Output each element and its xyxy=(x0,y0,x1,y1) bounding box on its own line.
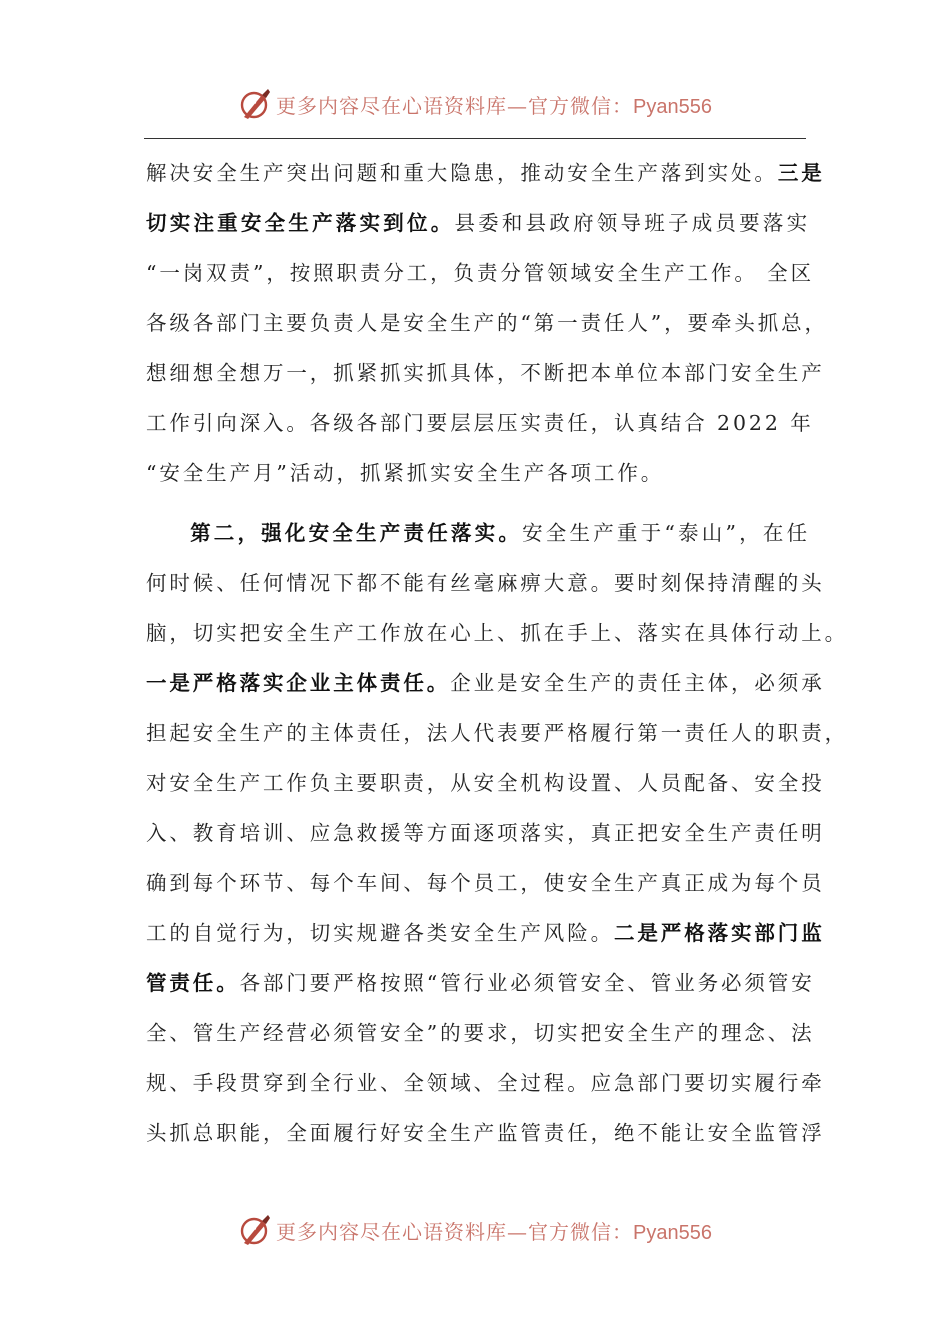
text-line: 规、手段贯穿到全行业、全领域、全过程。应急部门要切实履行牵 xyxy=(146,1071,825,1095)
text-run: 各部门要严格按照“管行业必须管安全、管业务必须管安 xyxy=(239,971,815,995)
text-line xyxy=(146,198,810,248)
text-line: 担起安全生产的主体责任，法人代表要严格履行第一责任人的职责， xyxy=(146,721,848,745)
footer-banner xyxy=(0,1210,950,1250)
bold-run: 第二，强化安全生产责任落实。 xyxy=(190,521,523,545)
document-body xyxy=(146,148,848,1158)
text-line xyxy=(146,908,825,958)
text-line: 头抓总职能，全面履行好安全生产监管责任，绝不能让安全监管浮 xyxy=(146,1121,825,1145)
pen-in-circle-logo-icon xyxy=(238,1213,272,1247)
bold-run: 二是严格落实部门监 xyxy=(614,921,825,945)
text-run: 县委和县政府领导班子成员要落实 xyxy=(454,211,810,235)
text-run: 企业是安全生产的责任主体，必须承 xyxy=(450,671,825,695)
text-line: 入、教育培训、应急救援等方面逐项落实，真正把安全生产责任明 xyxy=(146,821,825,845)
bold-run: 一是严格落实企业主体责任。 xyxy=(146,671,451,695)
text-line xyxy=(146,958,815,1008)
banner-site-name: 更多内容尽在心语资料库 xyxy=(276,1219,508,1244)
text-line: 何时候、任何情况下都不能有丝毫麻痹大意。要时刻保持清醒的头 xyxy=(146,571,825,595)
banner-dash: — xyxy=(507,1219,529,1244)
header-divider xyxy=(144,138,806,139)
text-line: 各级各部门主要负责人是安全生产的“第一责任人”，要牵头抓总， xyxy=(146,311,828,335)
paragraph-1 xyxy=(146,148,828,498)
text-run: 工的自觉行为，切实规避各类安全生产风险。 xyxy=(146,921,614,945)
banner-text xyxy=(276,90,712,119)
text-line: 全、管生产经营必须管安全”的要求，切实把安全生产的理念、法 xyxy=(146,1021,815,1045)
paragraph-2-continued xyxy=(146,558,848,1158)
text-line: 确到每个环节、每个车间、每个员工，使安全生产真正成为每个员 xyxy=(146,871,825,895)
text-line: “一岗双责”，按照职责分工，负责分管领域安全生产工作。 全区 xyxy=(146,261,814,285)
paragraph-2 xyxy=(146,508,810,558)
banner-wechat-id: Pyan556 xyxy=(633,95,712,118)
banner-wechat-label: 官方微信： xyxy=(528,93,634,118)
text-run: 安全生产重于“泰山”，在任 xyxy=(522,521,810,545)
bold-run: 切实注重安全生产落实到位。 xyxy=(146,211,455,235)
banner-dash: — xyxy=(507,93,529,118)
text-line: “安全生产月”活动，抓紧抓实安全生产各项工作。 xyxy=(146,461,665,485)
banner-text xyxy=(276,1216,712,1245)
text-line: 想细想全想万一，抓紧抓实抓具体，不断把本单位本部门安全生产 xyxy=(146,361,825,385)
text-line xyxy=(146,148,825,198)
text-line: 对安全生产工作负主要职责，从安全机构设置、人员配备、安全投 xyxy=(146,771,825,795)
bold-run: 三是 xyxy=(777,161,825,185)
text-line xyxy=(146,658,825,708)
banner-wechat-id: Pyan556 xyxy=(633,1221,712,1244)
banner-wechat-label: 官方微信： xyxy=(528,1219,634,1244)
bold-run: 管责任。 xyxy=(146,971,240,995)
text-run: 解决安全生产突出问题和重大隐患，推动安全生产落到实处。 xyxy=(146,161,778,185)
pen-in-circle-logo-icon xyxy=(238,87,272,121)
header-banner xyxy=(0,84,950,124)
banner-site-name: 更多内容尽在心语资料库 xyxy=(276,93,508,118)
text-line xyxy=(146,508,810,558)
text-line: 工作引向深入。各级各部门要层层压实责任，认真结合 2022 年 xyxy=(146,411,814,435)
text-line: 脑，切实把安全生产工作放在心上、抓在手上、落实在具体行动上。 xyxy=(146,621,848,645)
